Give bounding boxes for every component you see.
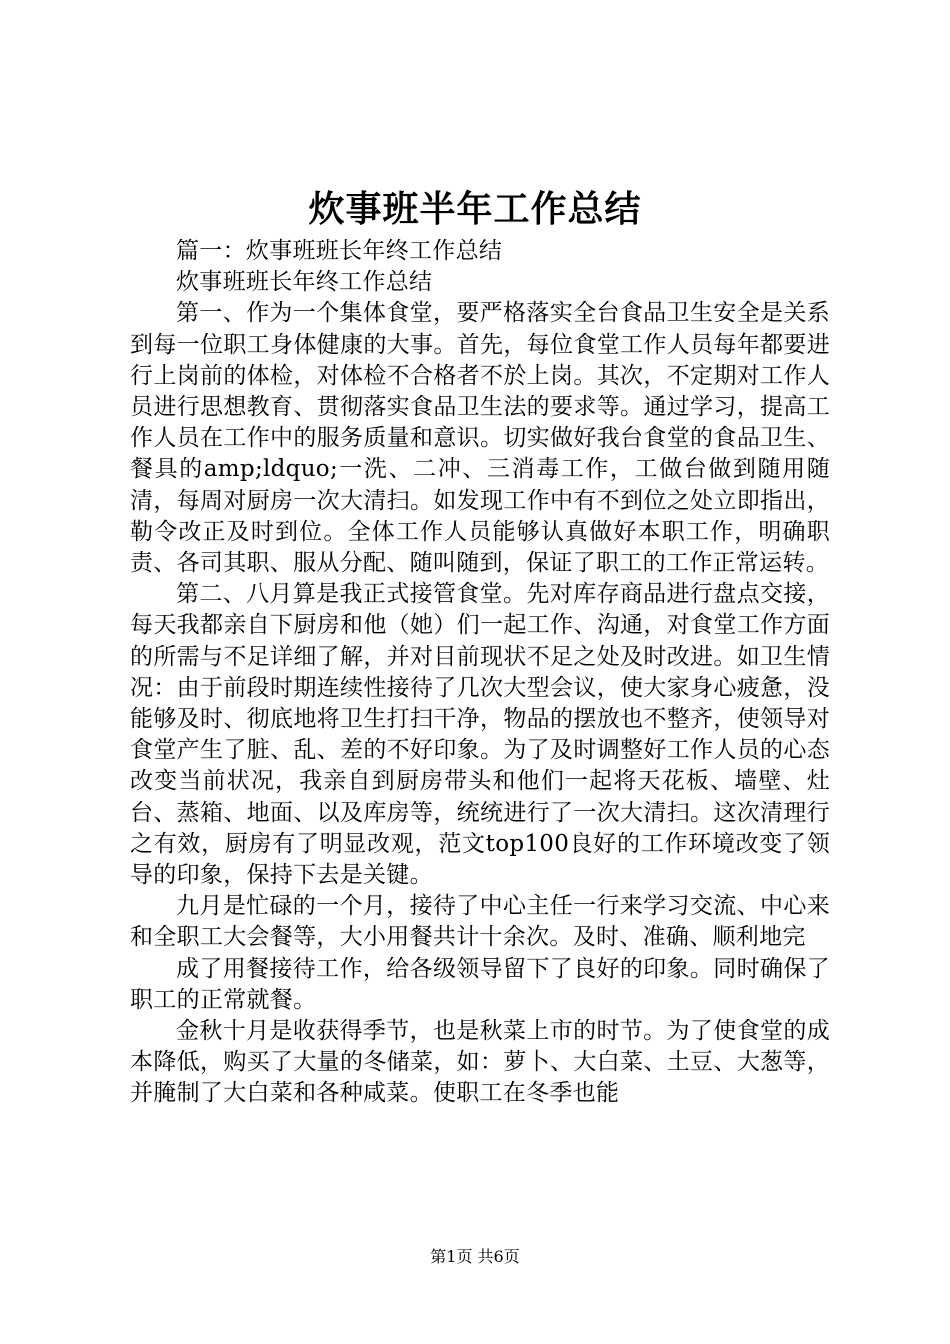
- paragraph-subtitle: 炊事班班长年终工作总结: [176, 269, 433, 296]
- document-body: [130, 236, 830, 1110]
- paragraph-october: 金秋十月是收获得季节，也是秋菜上市的时节。为了使食堂的成本降低，购买了大量的冬储菜，如：萝卜、大白菜、土豆、大葱等，并腌制了大白菜和各种咸菜。使职工在冬季也能: [130, 1018, 830, 1107]
- document-title: 炊事班半年工作总结: [308, 188, 642, 230]
- paragraph-section-heading: 篇一：炊事班班长年终工作总结: [176, 238, 503, 264]
- page-number-footer: 第1页 共6页: [430, 1247, 520, 1266]
- paragraph-september-continued: 成了用餐接待工作，给各级领导留下了良好的印象。同时确保了职工的正常就餐。: [130, 955, 830, 1013]
- paragraph-second-point: 第二、八月算是我正式接管食堂。先对库存商品进行盘点交接，每天我都亲自下厨房和他（她）们一起工作、沟通，对食堂工作方面的所需与不足详细了解，并对目前现状不足之处及时改进。如卫生情况：由于前段时期连续性接待了几次大型会议，使大家身心疲惫，没能够及时、彻底地将卫生打扫干净，物品的摆放也不整齐，使领导对食堂产生了脏、乱、差的不好印象。为了及时调整好工作人员的心态改变当前状况，我亲自到厨房带头和他们一起将天花板、墙壁、灶台、蒸箱、地面、以及库房等，统统进行了一次大清扫。这次清理行之有效，厨房有了明显改观，范文top100良好的工作环境改变了领导的印象，保持下去是关键。: [130, 581, 830, 889]
- paragraph-september: 九月是忙碌的一个月，接待了中心主任一行来学习交流、中心来和全职工大会餐等，大小用餐共计十余次。及时、准确、顺利地完: [130, 893, 830, 951]
- paragraph-first-point: 第一、作为一个集体食堂，要严格落实全台食品卫生安全是关系到每一位职工身体健康的大事。首先，每位食堂工作人员每年都要进行上岗前的体检，对体检不合格者不於上岗。其次，不定期对工作人员进行思想教育、贯彻落实食品卫生法的要求等。通过学习，提高工作人员在工作中的服务质量和意识。切实做好我台食堂的食品卫生、餐具的amp;ldquo;一洗、二冲、三消毒工作，工做台做到随用随清，每周对厨房一次大清扫。如发现工作中有不到位之处立即指出，勒令改正及时到位。全体工作人员能够认真做好本职工作，明确职责、各司其职、服从分配、随叫随到，保证了职工的工作正常运转。: [130, 300, 830, 577]
